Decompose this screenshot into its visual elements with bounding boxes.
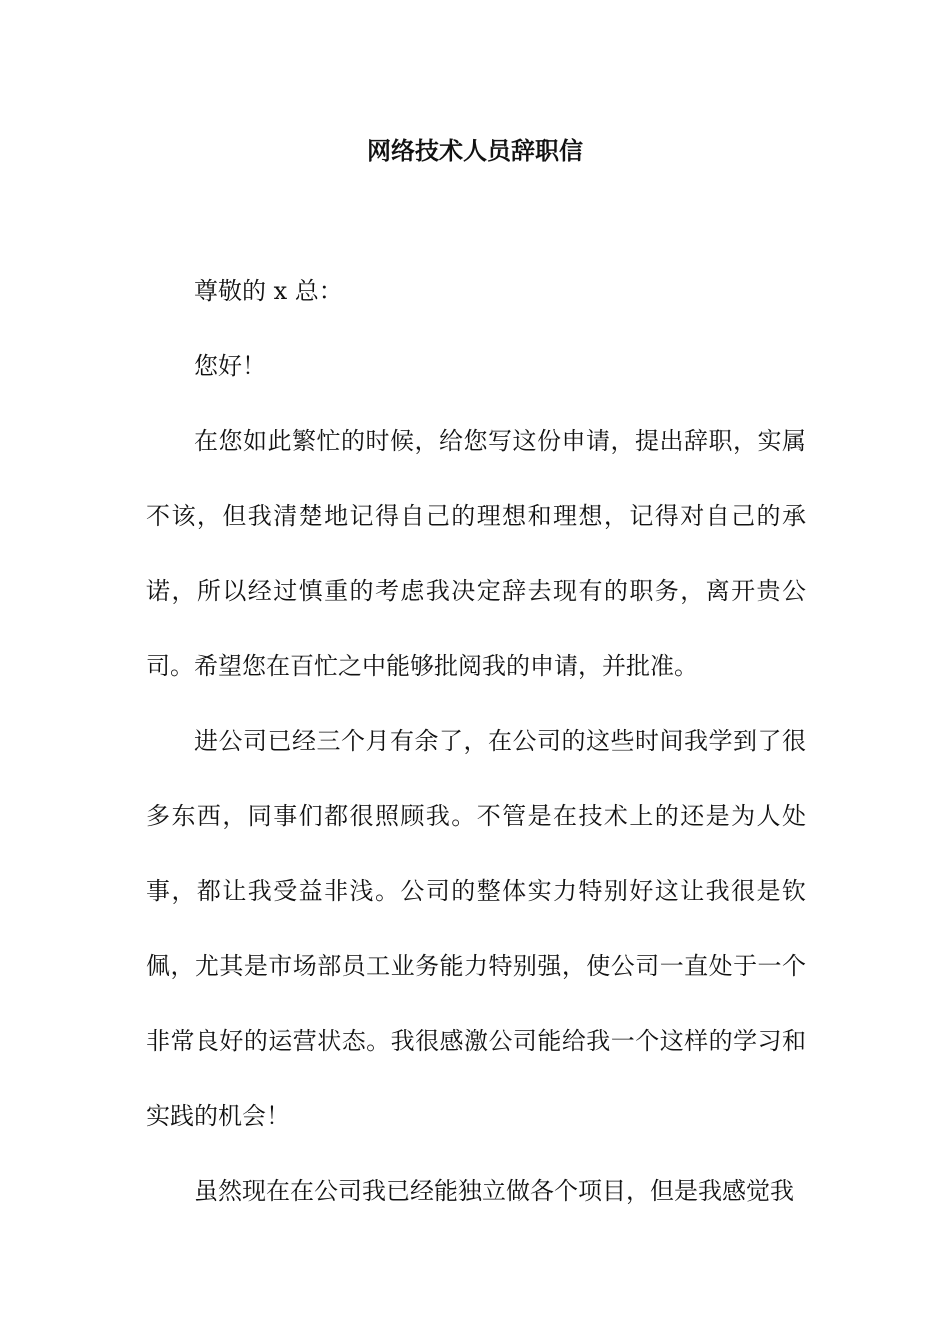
paragraph-1: 在您如此繁忙的时候，给您写这份申请，提出辞职，实属不该，但我清楚地记得自己的理想和理想，记得对自己的承诺，所以经过慎重的考虑我决定辞去现有的职务，离开贵公司。希望您在百忙之中能够批阅我的申请，并批准。 xyxy=(146,427,806,680)
letter-body xyxy=(146,254,806,1229)
paragraph-3: 虽然现在在公司我已经能独立做各个项目，但是我感觉我 xyxy=(194,1177,794,1205)
greeting: 您好！ xyxy=(194,352,266,380)
salutation: 尊敬的 x 总： xyxy=(194,277,343,305)
document-title: 网络技术人员辞职信 xyxy=(367,136,583,165)
paragraph-2: 进公司已经三个月有余了，在公司的这些时间我学到了很多东西，同事们都很照顾我。不管是在技术上的还是为人处事，都让我受益非浅。公司的整体实力特别好这让我很是钦佩，尤其是市场部员工业务能力特别强，使公司一直处于一个非常良好的运营状态。我很感激公司能给我一个这样的学习和实践的机会！ xyxy=(146,727,806,1130)
